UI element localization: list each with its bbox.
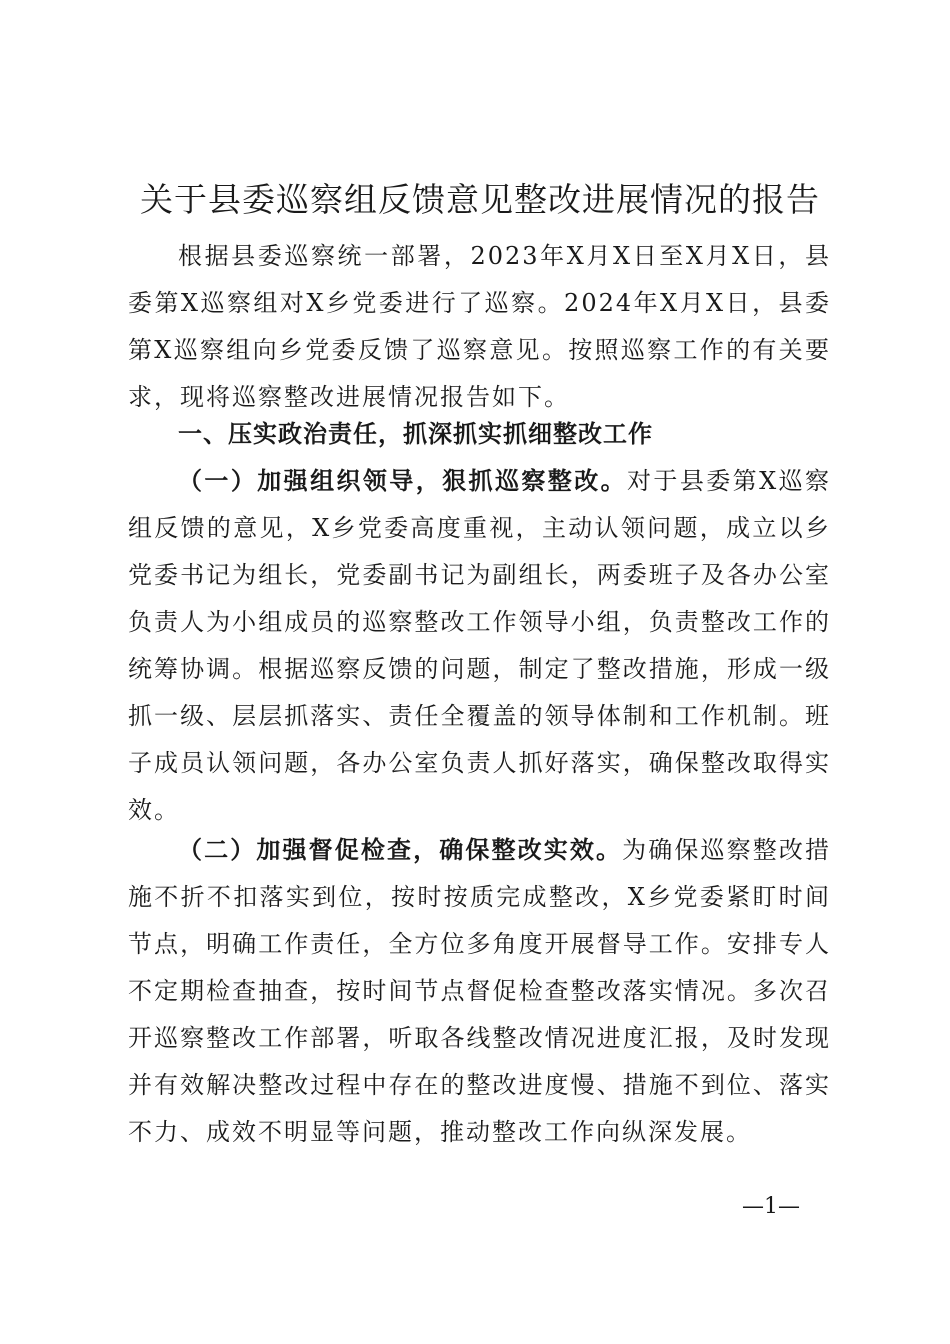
subsection-paragraph-1	[128, 457, 831, 834]
subsection-text-1: 对于县委第X巡察组反馈的意见，X乡党委高度重视，主动认领问题，成立以乡党委书记为组长，党委副书记为副组长，两委班子及各办公室负责人为小组成员的巡察整改工作领导小组，负责整改工作的统筹协调。根据巡察反馈的问题，制定了整改措施，形成一级抓一级、层层抓落实、责任全覆盖的领导体制和工作机制。班子成员认领问题，各办公室负责人抓好落实，确保整改取得实效。	[128, 467, 831, 824]
section-heading: 一、压实政治责任，抓深抓实抓细整改工作	[178, 420, 653, 448]
subsection-lead-1: （一）加强组织领导，狠抓巡察整改。	[178, 466, 628, 495]
document-title: 关于县委巡察组反馈意见整改进展情况的报告	[140, 180, 820, 219]
intro-paragraph: 根据县委巡察统一部署，2023年X月X日至X月X日，县委第X巡察组对X乡党委进行了巡察。2024年X月X日，县委第X巡察组向乡党委反馈了巡察意见。按照巡察工作的有关要求，现将巡察整改进展情况报告如下。	[128, 242, 831, 411]
page-number: —1—	[742, 1194, 800, 1219]
subsection-paragraph-2	[128, 826, 831, 1156]
subsection-lead-2: （二）加强督促检查，确保整改实效。	[178, 835, 623, 864]
subsection-text-2: 为确保巡察整改措施不折不扣落实到位，按时按质完成整改，X乡党委紧盯时间节点，明确工作责任，全方位多角度开展督导工作。安排专人不定期检查抽查，按时间节点督促检查整改落实情况。多次召开巡察整改工作部署，听取各线整改情况进度汇报，及时发现并有效解决整改过程中存在的整改进度慢、措施不到位、落实不力、成效不明显等问题，推动整改工作向纵深发展。	[128, 836, 831, 1146]
